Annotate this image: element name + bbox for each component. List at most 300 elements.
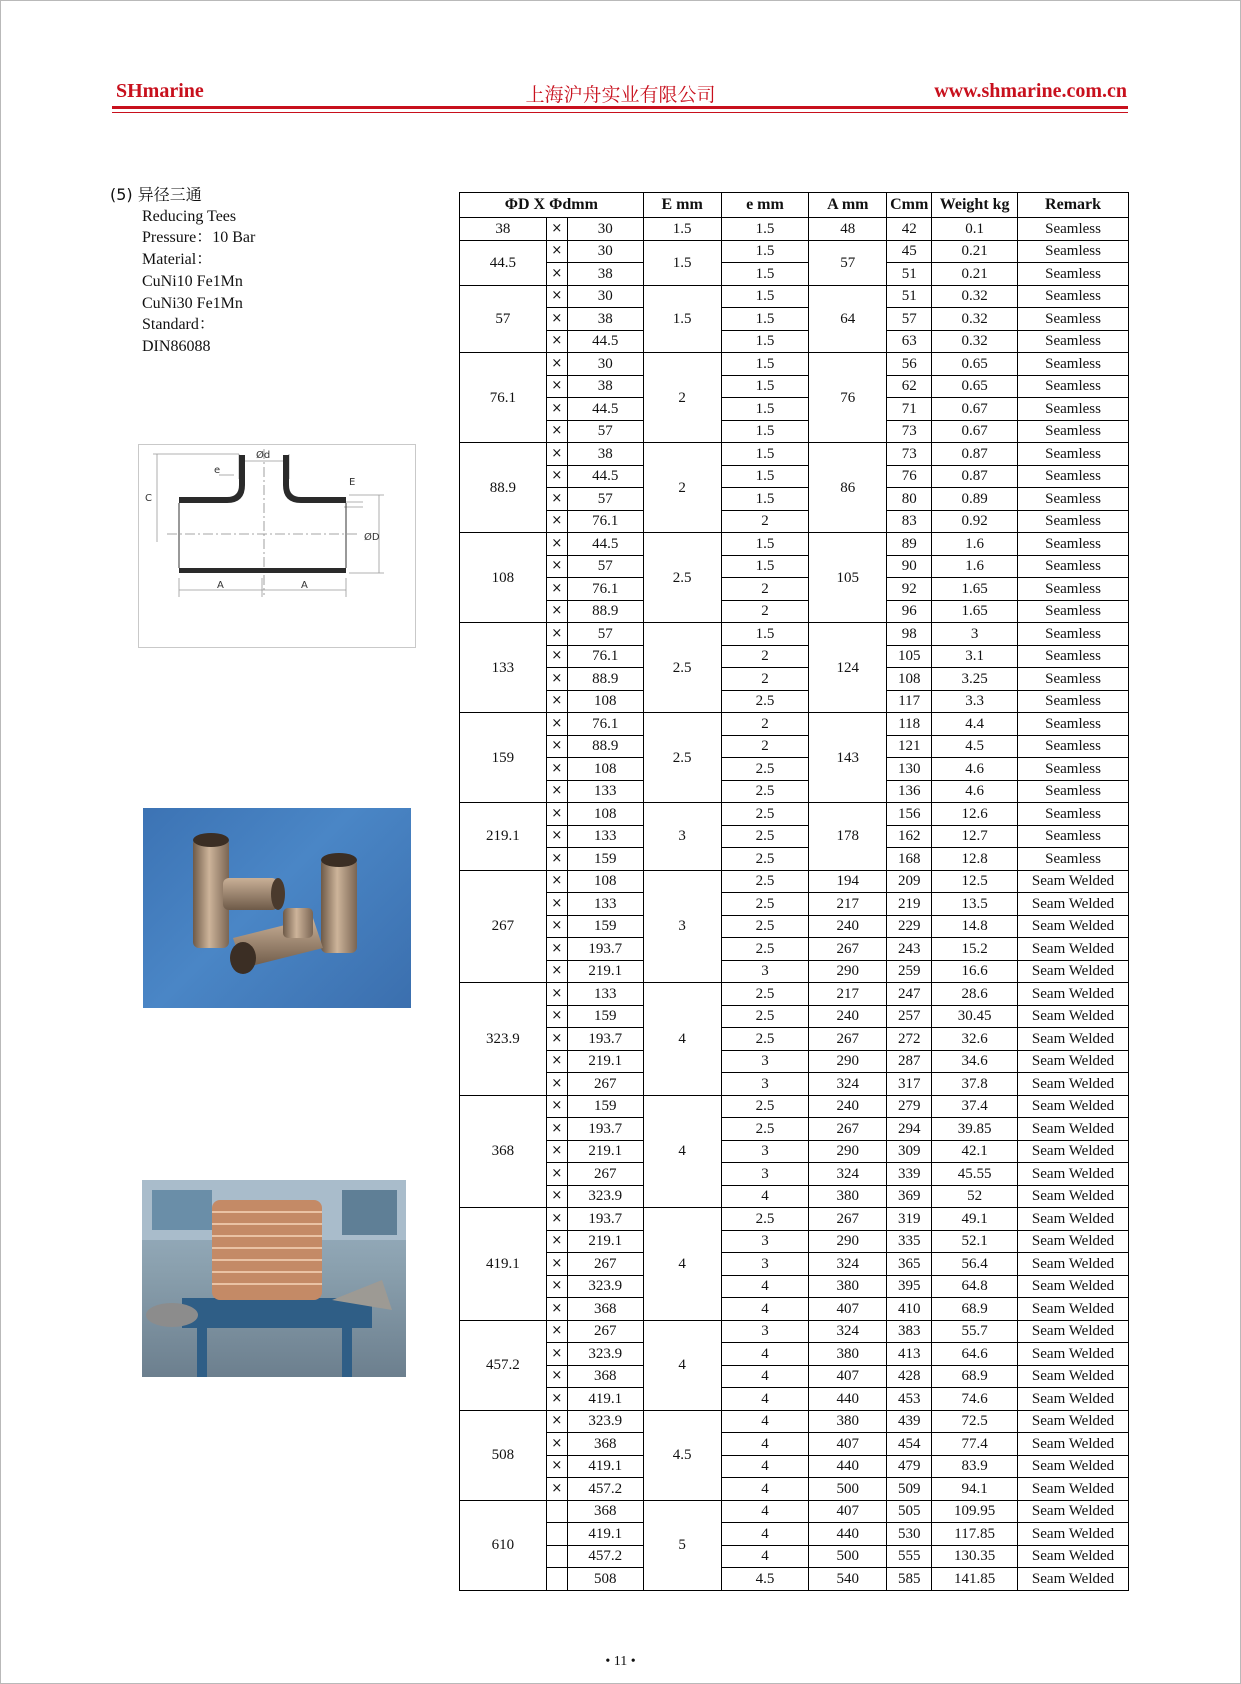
cell-times: × [546,690,567,713]
cell-remark: Seamless [1018,285,1129,308]
cell-remark: Seam Welded [1018,1208,1129,1231]
cell-e: 1.5 [721,308,809,331]
cell-C: 108 [887,668,932,691]
label-a1: A [217,580,224,591]
cell-e: 4 [721,1298,809,1321]
cell-weight: 4.4 [932,713,1018,736]
cell-remark: Seam Welded [1018,1433,1129,1456]
cell-C: 118 [887,713,932,736]
cell-branch-diameter: 267 [567,1163,643,1186]
cell-A: 105 [809,533,887,623]
cell-branch-diameter: 219.1 [567,960,643,983]
cell-C: 136 [887,780,932,803]
cell-times: × [546,713,567,736]
label-D: ØD [364,532,380,543]
table-row [460,915,1129,938]
cell-A: 290 [809,960,887,983]
table-row [460,668,1129,691]
cell-remark: Seamless [1018,668,1129,691]
cell-A: 380 [809,1410,887,1433]
cell-outer-diameter: 108 [460,533,547,623]
cell-branch-diameter: 267 [567,1320,643,1343]
cell-remark: Seamless [1018,735,1129,758]
cell-weight: 0.67 [932,398,1018,421]
cell-outer-diameter: 76.1 [460,353,547,443]
cell-e: 2.5 [721,848,809,871]
cell-weight: 0.87 [932,465,1018,488]
product-title: (5) 异径三通 [110,185,202,204]
cell-weight: 0.65 [932,353,1018,376]
cell-C: 317 [887,1073,932,1096]
cell-e: 4 [721,1478,809,1501]
cell-A: 57 [809,240,887,285]
cell-C: 439 [887,1410,932,1433]
cell-branch-diameter: 88.9 [567,600,643,623]
cell-branch-diameter: 30 [567,285,643,308]
cell-e: 2.5 [721,780,809,803]
cell-C: 410 [887,1298,932,1321]
cell-times: × [546,870,567,893]
page-number: • 11 • [605,1654,636,1669]
cell-A: 440 [809,1523,887,1546]
cell-weight: 1.6 [932,533,1018,556]
cell-branch-diameter: 76.1 [567,578,643,601]
cell-e: 1.5 [721,623,809,646]
cell-remark: Seamless [1018,353,1129,376]
table-row [460,375,1129,398]
table-row [460,1455,1129,1478]
cell-weight: 3.1 [932,645,1018,668]
cell-e: 1.5 [721,285,809,308]
cell-weight: 15.2 [932,938,1018,961]
cell-remark: Seamless [1018,690,1129,713]
cell-remark: Seamless [1018,375,1129,398]
cell-weight: 64.8 [932,1275,1018,1298]
cell-e: 2 [721,668,809,691]
cell-E: 4 [643,1095,721,1208]
cell-A: 290 [809,1230,887,1253]
cell-remark: Seam Welded [1018,1095,1129,1118]
cell-e: 2.5 [721,983,809,1006]
cell-e: 1.5 [721,465,809,488]
cell-branch-diameter: 419.1 [567,1523,643,1546]
cell-weight: 4.6 [932,758,1018,781]
cell-branch-diameter: 323.9 [567,1185,643,1208]
cell-remark: Seamless [1018,623,1129,646]
cell-branch-diameter: 368 [567,1433,643,1456]
cell-C: 395 [887,1275,932,1298]
table-row [460,1005,1129,1028]
cell-remark: Seam Welded [1018,1140,1129,1163]
cell-branch-diameter: 88.9 [567,668,643,691]
cell-C: 453 [887,1388,932,1411]
cell-A: 407 [809,1500,887,1523]
cell-A: 380 [809,1275,887,1298]
cell-remark: Seam Welded [1018,1455,1129,1478]
spec-line: Pressure：10 Bar [142,229,256,247]
table-row [460,1500,1129,1523]
cell-remark: Seam Welded [1018,960,1129,983]
cell-e: 4 [721,1433,809,1456]
cell-C: 287 [887,1050,932,1073]
cell-A: 290 [809,1140,887,1163]
cell-branch-diameter: 267 [567,1073,643,1096]
cell-weight: 74.6 [932,1388,1018,1411]
cell-times: × [546,1433,567,1456]
cell-weight: 37.4 [932,1095,1018,1118]
spec-line: Reducing Tees [142,207,237,225]
cell-e: 2.5 [721,1118,809,1141]
cell-C: 209 [887,870,932,893]
cell-weight: 3 [932,623,1018,646]
cell-C: 121 [887,735,932,758]
cell-A: 217 [809,893,887,916]
cell-times [546,1523,567,1546]
cell-remark: Seam Welded [1018,1478,1129,1501]
cell-weight: 16.6 [932,960,1018,983]
cell-branch-diameter: 108 [567,758,643,781]
cell-branch-diameter: 419.1 [567,1455,643,1478]
table-row [460,443,1129,466]
cell-branch-diameter: 57 [567,555,643,578]
cell-remark: Seam Welded [1018,1343,1129,1366]
cell-remark: Seam Welded [1018,1545,1129,1568]
cell-remark: Seamless [1018,780,1129,803]
col-header-weight: Weight kg [932,193,1018,218]
product-photo-tees [143,808,411,1008]
cell-weight: 1.6 [932,555,1018,578]
cell-weight: 12.5 [932,870,1018,893]
cell-remark: Seam Welded [1018,1523,1129,1546]
cell-C: 479 [887,1455,932,1478]
table-row [460,308,1129,331]
cell-weight: 117.85 [932,1523,1018,1546]
cell-times: × [546,488,567,511]
cell-outer-diameter: 610 [460,1500,547,1590]
cell-remark: Seamless [1018,398,1129,421]
cell-C: 105 [887,645,932,668]
cell-weight: 94.1 [932,1478,1018,1501]
cell-branch-diameter: 133 [567,780,643,803]
cell-C: 247 [887,983,932,1006]
cell-C: 257 [887,1005,932,1028]
table-row [460,623,1129,646]
cell-C: 45 [887,240,932,263]
cell-times: × [546,308,567,331]
cell-weight: 0.32 [932,330,1018,353]
cell-weight: 45.55 [932,1163,1018,1186]
cell-remark: Seamless [1018,330,1129,353]
cell-E: 2.5 [643,623,721,713]
cell-remark: Seam Welded [1018,1230,1129,1253]
cell-weight: 0.32 [932,285,1018,308]
label-a2: A [301,580,308,591]
cell-A: 76 [809,353,887,443]
cell-weight: 72.5 [932,1410,1018,1433]
cell-branch-diameter: 159 [567,1005,643,1028]
table-row [460,533,1129,556]
cell-C: 63 [887,330,932,353]
cell-e: 1.5 [721,330,809,353]
cell-weight: 0.89 [932,488,1018,511]
cell-branch-diameter: 57 [567,488,643,511]
cell-outer-diameter: 219.1 [460,803,547,871]
cell-weight: 0.21 [932,263,1018,286]
table-body [460,218,1129,1591]
cell-times: × [546,803,567,826]
cell-remark: Seam Welded [1018,1275,1129,1298]
cell-branch-diameter: 38 [567,308,643,331]
cell-E: 1.5 [643,240,721,285]
cell-remark: Seamless [1018,533,1129,556]
cell-weight: 34.6 [932,1050,1018,1073]
cell-times: × [546,353,567,376]
cell-branch-diameter: 76.1 [567,645,643,668]
cell-times: × [546,758,567,781]
cell-branch-diameter: 419.1 [567,1388,643,1411]
cell-A: 380 [809,1343,887,1366]
cell-branch-diameter: 219.1 [567,1050,643,1073]
company-name: 上海沪舟实业有限公司 [525,84,716,106]
cell-C: 156 [887,803,932,826]
cell-weight: 4.5 [932,735,1018,758]
cell-branch-diameter: 133 [567,983,643,1006]
table-row [460,488,1129,511]
cell-weight: 0.65 [932,375,1018,398]
table-row [460,1118,1129,1141]
cell-times: × [546,285,567,308]
table-row [460,510,1129,533]
table-row [460,353,1129,376]
cell-e: 2 [721,713,809,736]
cell-times: × [546,1478,567,1501]
table-row [460,218,1129,241]
cell-C: 219 [887,893,932,916]
cell-branch-diameter: 457.2 [567,1478,643,1501]
cell-C: 509 [887,1478,932,1501]
table-row [460,960,1129,983]
cell-times: × [546,1230,567,1253]
cell-branch-diameter: 88.9 [567,735,643,758]
cell-A: 267 [809,1208,887,1231]
cell-A: 407 [809,1433,887,1456]
cell-outer-diameter: 133 [460,623,547,713]
cell-weight: 0.21 [932,240,1018,263]
cell-A: 500 [809,1478,887,1501]
cell-e: 4 [721,1455,809,1478]
cell-A: 407 [809,1365,887,1388]
cell-remark: Seam Welded [1018,1568,1129,1591]
table-row [460,1568,1129,1591]
cell-weight: 4.6 [932,780,1018,803]
cell-weight: 83.9 [932,1455,1018,1478]
cell-times: × [546,1365,567,1388]
table-row [460,420,1129,443]
cell-branch-diameter: 38 [567,263,643,286]
cell-times: × [546,983,567,1006]
cell-e: 1.5 [721,375,809,398]
cell-weight: 13.5 [932,893,1018,916]
cell-e: 4 [721,1365,809,1388]
cell-times: × [546,240,567,263]
cell-A: 143 [809,713,887,803]
table-row [460,1478,1129,1501]
cell-e: 2.5 [721,870,809,893]
cell-times: × [546,1410,567,1433]
table-row [460,1095,1129,1118]
cell-C: 335 [887,1230,932,1253]
cell-remark: Seam Welded [1018,1253,1129,1276]
cell-branch-diameter: 38 [567,443,643,466]
label-e: e [214,465,221,476]
cell-e: 3 [721,1320,809,1343]
cell-branch-diameter: 44.5 [567,465,643,488]
cell-A: 194 [809,870,887,893]
cell-weight: 52.1 [932,1230,1018,1253]
website-url[interactable]: www.shmarine.com.cn [934,80,1127,102]
cell-times: × [546,1140,567,1163]
cell-remark: Seam Welded [1018,1298,1129,1321]
cell-times [546,1545,567,1568]
cell-e: 2.5 [721,758,809,781]
cell-remark: Seam Welded [1018,1028,1129,1051]
cell-A: 324 [809,1073,887,1096]
cell-e: 2 [721,735,809,758]
cell-A: 240 [809,1095,887,1118]
brand-name: SHmarine [116,80,204,102]
table-row [460,1343,1129,1366]
cell-C: 89 [887,533,932,556]
cell-weight: 42.1 [932,1140,1018,1163]
cell-e: 2.5 [721,1095,809,1118]
cell-times: × [546,1185,567,1208]
cell-C: 162 [887,825,932,848]
cell-branch-diameter: 44.5 [567,398,643,421]
col-header-dd: ΦD X Φdmm [460,193,644,218]
table-header-row [460,193,1129,218]
cell-times: × [546,1073,567,1096]
cell-E: 2 [643,353,721,443]
table-row [460,645,1129,668]
cell-branch-diameter: 193.7 [567,938,643,961]
header-rule-thin [112,112,1128,113]
table-row [460,1050,1129,1073]
cell-branch-diameter: 108 [567,870,643,893]
cell-E: 4 [643,983,721,1096]
cell-branch-diameter: 108 [567,803,643,826]
table-row [460,983,1129,1006]
cell-e: 1.5 [721,398,809,421]
cell-times: × [546,1455,567,1478]
cell-times: × [546,555,567,578]
cell-branch-diameter: 159 [567,848,643,871]
col-header-remark: Remark [1018,193,1129,218]
cell-C: 294 [887,1118,932,1141]
table-row [460,1523,1129,1546]
cell-remark: Seamless [1018,263,1129,286]
cell-branch-diameter: 44.5 [567,533,643,556]
cell-e: 4 [721,1185,809,1208]
cell-A: 267 [809,938,887,961]
table-row [460,555,1129,578]
cell-E: 4 [643,1320,721,1410]
cell-weight: 1.65 [932,578,1018,601]
cell-times: × [546,218,567,241]
cell-remark: Seamless [1018,578,1129,601]
cell-times: × [546,825,567,848]
cell-weight: 0.67 [932,420,1018,443]
product-spec-lines [110,206,255,358]
product-photo-stack [142,1180,406,1377]
cell-branch-diameter: 30 [567,218,643,241]
cell-C: 57 [887,308,932,331]
cell-e: 4 [721,1275,809,1298]
product-info [110,184,255,358]
cell-C: 56 [887,353,932,376]
cell-C: 319 [887,1208,932,1231]
cell-E: 3 [643,803,721,871]
cell-times: × [546,938,567,961]
cell-C: 369 [887,1185,932,1208]
cell-C: 168 [887,848,932,871]
table-row [460,1140,1129,1163]
cell-remark: Seamless [1018,825,1129,848]
cell-branch-diameter: 44.5 [567,330,643,353]
cell-C: 98 [887,623,932,646]
cell-branch-diameter: 159 [567,915,643,938]
cell-remark: Seam Welded [1018,1410,1129,1433]
cell-A: 267 [809,1118,887,1141]
cell-remark: Seam Welded [1018,1118,1129,1141]
cell-outer-diameter: 159 [460,713,547,803]
cell-remark: Seam Welded [1018,1365,1129,1388]
cell-e: 3 [721,1073,809,1096]
cell-outer-diameter: 267 [460,870,547,983]
cell-times: × [546,668,567,691]
cell-E: 4 [643,1208,721,1321]
cell-e: 4 [721,1500,809,1523]
cell-e: 1.5 [721,240,809,263]
cell-branch-diameter: 508 [567,1568,643,1591]
table-row [460,1208,1129,1231]
cell-remark: Seamless [1018,465,1129,488]
cell-branch-diameter: 323.9 [567,1410,643,1433]
spec-line: DIN86088 [142,337,211,355]
cell-weight: 0.1 [932,218,1018,241]
cell-branch-diameter: 133 [567,825,643,848]
cell-weight: 1.65 [932,600,1018,623]
table-row [460,1253,1129,1276]
cell-C: 42 [887,218,932,241]
cell-remark: Seamless [1018,600,1129,623]
col-header-e: e mm [721,193,809,218]
cell-e: 3 [721,1140,809,1163]
cell-e: 2.5 [721,1005,809,1028]
cell-C: 73 [887,443,932,466]
cell-C: 259 [887,960,932,983]
cell-C: 413 [887,1343,932,1366]
cell-A: 380 [809,1185,887,1208]
cell-branch-diameter: 323.9 [567,1275,643,1298]
cell-C: 585 [887,1568,932,1591]
cell-branch-diameter: 368 [567,1298,643,1321]
cell-weight: 12.7 [932,825,1018,848]
cell-weight: 39.85 [932,1118,1018,1141]
cell-A: 64 [809,285,887,353]
spec-line: CuNi30 Fe1Mn [142,294,243,312]
cell-remark: Seamless [1018,645,1129,668]
cell-weight: 68.9 [932,1298,1018,1321]
